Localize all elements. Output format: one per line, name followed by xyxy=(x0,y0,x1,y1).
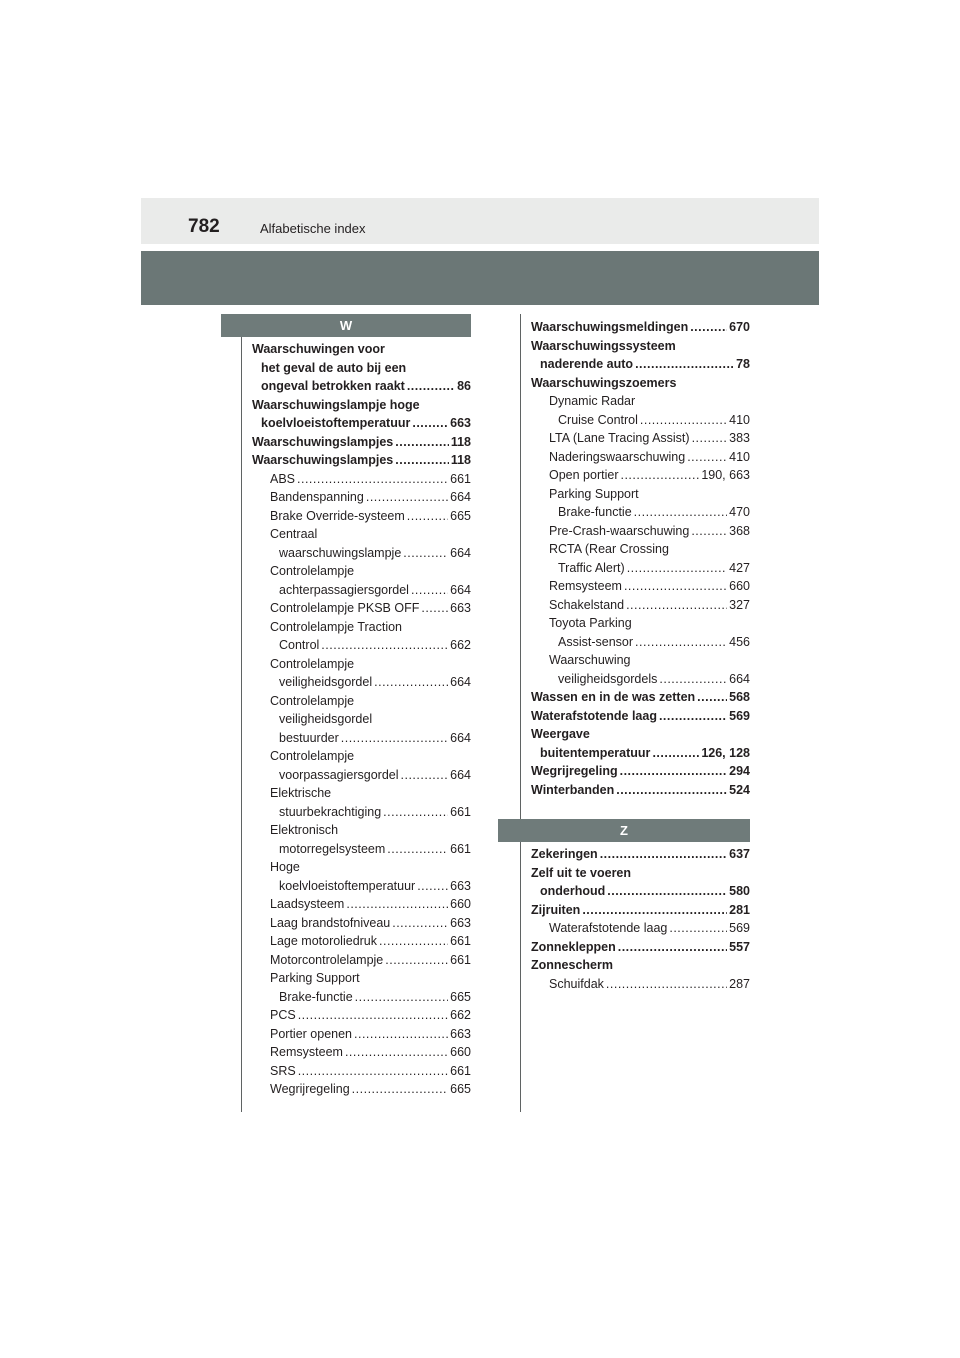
index-entry xyxy=(531,670,750,689)
index-entry-line: RCTA (Rear Crossing xyxy=(549,542,669,556)
index-entry-label: koelvloeistoftemperatuur xyxy=(261,416,411,430)
index-entry-label: Laadsysteem xyxy=(270,897,345,911)
index-entry xyxy=(252,451,471,470)
dot-leader xyxy=(407,377,455,396)
page-header-bar xyxy=(141,198,819,244)
index-entry-line: Controlelampje Traction xyxy=(270,619,403,634)
index-entry xyxy=(252,544,471,563)
right-column-rule xyxy=(520,314,521,1112)
index-entry xyxy=(252,1043,471,1062)
index-entry-label: Brake-functie xyxy=(279,989,353,1004)
page-number: 782 xyxy=(188,216,220,237)
index-entry-line: Controlelampje xyxy=(270,656,355,671)
index-entry xyxy=(252,1025,471,1044)
index-entry xyxy=(531,919,750,938)
index-entry-label: Laag brandstofniveau xyxy=(270,915,391,930)
index-entry-label: stuurbekrachtiging xyxy=(279,804,382,819)
dot-leader xyxy=(635,355,734,374)
dot-leader xyxy=(691,522,727,541)
index-entry-page: 427 xyxy=(729,560,750,575)
index-entry-page: 281 xyxy=(729,902,750,917)
dot-leader xyxy=(345,1043,448,1062)
index-entry xyxy=(252,377,471,396)
dot-leader xyxy=(640,411,727,430)
index-entry-line: Waarschuwing xyxy=(549,653,631,667)
index-entry xyxy=(531,762,750,781)
dot-leader xyxy=(374,673,448,692)
dot-leader xyxy=(321,636,448,655)
index-entry-page: 368 xyxy=(729,523,750,538)
index-entry xyxy=(531,559,750,578)
index-entry-label: Motorcontrolelampje xyxy=(270,952,384,967)
index-entry-page: 569 xyxy=(729,921,750,935)
index-column-right-z xyxy=(531,845,750,993)
index-entry-line: Hoge xyxy=(270,860,300,874)
index-entry-page: 118 xyxy=(450,434,471,449)
index-entry-page: 661 xyxy=(450,952,471,967)
index-entry-page: 383 xyxy=(729,431,750,445)
index-entry-page: 524 xyxy=(729,782,750,797)
index-entry xyxy=(252,988,471,1007)
index-entry-page: 118 xyxy=(450,453,471,467)
dot-leader xyxy=(627,559,727,578)
index-entry xyxy=(252,636,471,655)
index-entry-page: 327 xyxy=(729,597,750,612)
dot-leader xyxy=(652,744,699,763)
dot-leader xyxy=(387,840,448,859)
index-entry-label: LTA (Lane Tracing Assist) xyxy=(549,431,690,445)
index-entry-page: 86 xyxy=(457,379,471,393)
dot-leader xyxy=(697,688,727,707)
index-entry xyxy=(252,895,471,914)
index-entry-label: Controlelampje PKSB OFF xyxy=(270,601,420,615)
index-entry-page: 664 xyxy=(729,671,750,686)
index-entry-page: 410 xyxy=(729,412,750,427)
dot-leader xyxy=(401,766,449,785)
index-entry-page: 663 xyxy=(450,601,471,615)
index-entry-page: 568 xyxy=(729,690,750,704)
dot-leader xyxy=(403,544,448,563)
index-entry-page: 190, 663 xyxy=(701,468,750,482)
index-entry-page: 660 xyxy=(729,579,750,593)
index-entry xyxy=(531,633,750,652)
index-entry-page: 664 xyxy=(450,545,471,560)
dot-leader xyxy=(634,503,727,522)
index-entry-page: 662 xyxy=(450,1008,471,1022)
index-entry-label: Wassen en in de was zetten xyxy=(531,690,696,704)
index-entry xyxy=(531,901,750,920)
index-entry-label: koelvloeistoftemperatuur xyxy=(279,878,416,893)
dot-leader xyxy=(379,932,448,951)
index-entry-line: Zonnescherm xyxy=(531,958,613,972)
index-entry xyxy=(531,938,750,957)
index-entry-label: Remsysteem xyxy=(549,579,622,593)
index-entry-line: Waarschuwingssysteem xyxy=(531,338,676,353)
index-entry xyxy=(531,845,750,864)
dot-leader xyxy=(620,466,699,485)
dot-leader xyxy=(607,882,727,901)
index-entry-line: Parking Support xyxy=(549,486,639,501)
index-entry-label: motorregelsysteem xyxy=(279,841,386,856)
index-entry xyxy=(252,840,471,859)
index-entry-page: 294 xyxy=(729,764,750,778)
index-entry-page: 663 xyxy=(450,416,471,430)
dot-leader xyxy=(385,951,448,970)
index-entry xyxy=(252,1080,471,1099)
dot-leader xyxy=(624,577,727,596)
index-entry-line: Centraal xyxy=(270,527,318,541)
index-entry xyxy=(252,951,471,970)
index-entry-label: Pre-Crash-waarschuwing xyxy=(549,523,690,538)
dot-leader xyxy=(687,448,727,467)
index-entry-label: ongeval betrokken raakt xyxy=(261,379,405,393)
index-entry-label: Assist-sensor xyxy=(558,634,634,649)
index-entry xyxy=(252,470,471,489)
dot-leader xyxy=(298,1006,448,1025)
index-entry-page: 661 xyxy=(450,934,471,948)
index-entry-page: 661 xyxy=(450,841,471,856)
index-entry-line: Controlelampje xyxy=(270,693,355,708)
index-entry xyxy=(531,355,750,374)
index-entry-page: 661 xyxy=(450,471,471,486)
index-entry-label: Waarschuwingslampjes xyxy=(252,453,394,467)
index-entry xyxy=(531,522,750,541)
index-entry-label: waarschuwingslampje xyxy=(279,545,402,560)
dot-leader xyxy=(616,781,727,800)
index-entry-label: Bandenspanning xyxy=(270,490,364,504)
index-entry-label: Cruise Control xyxy=(558,412,638,427)
index-entry xyxy=(252,766,471,785)
index-entry xyxy=(252,1062,471,1081)
index-entry-page: 664 xyxy=(450,675,471,689)
index-entry-line: Parking Support xyxy=(270,971,360,985)
index-entry-page: 661 xyxy=(450,1063,471,1078)
dot-leader xyxy=(417,877,448,896)
index-entry xyxy=(252,729,471,748)
index-entry-label: veiligheidsgordels xyxy=(558,671,658,686)
index-entry xyxy=(531,882,750,901)
dot-leader xyxy=(383,803,448,822)
dot-leader xyxy=(355,988,448,1007)
index-entry-label: PCS xyxy=(270,1008,296,1022)
index-entry-label: Winterbanden xyxy=(531,782,615,797)
index-entry-label: Waarschuwingslampjes xyxy=(252,434,394,449)
dot-leader xyxy=(635,633,727,652)
index-entry-label: Brake-functie xyxy=(558,505,632,519)
index-entry-page: 456 xyxy=(729,634,750,649)
dot-leader xyxy=(412,414,448,433)
section-header-z: Z xyxy=(498,819,750,842)
index-entry-page: 637 xyxy=(729,847,750,861)
index-entry-label: Naderingswaarschuwing xyxy=(549,449,686,464)
index-entry-line: het geval de auto bij een xyxy=(261,360,407,375)
dot-leader xyxy=(669,919,727,938)
index-entry xyxy=(531,577,750,596)
index-entry-label: Zijruiten xyxy=(531,902,581,917)
index-entry-label: Schakelstand xyxy=(549,597,625,612)
dot-leader xyxy=(659,707,727,726)
index-entry xyxy=(252,433,471,452)
index-entry-line: Controlelampje xyxy=(270,749,355,763)
index-entry-page: 665 xyxy=(450,508,471,523)
dot-leader xyxy=(392,914,448,933)
index-entry-page: 557 xyxy=(729,939,750,954)
index-entry xyxy=(252,877,471,896)
index-entry-label: Remsysteem xyxy=(270,1045,343,1059)
index-entry-line: Controlelampje xyxy=(270,564,355,578)
index-entry-page: 660 xyxy=(450,897,471,911)
page-title: Alfabetische index xyxy=(260,221,366,236)
index-entry-label: Open portier xyxy=(549,468,619,482)
dot-leader xyxy=(297,470,448,489)
index-entry xyxy=(531,503,750,522)
index-entry-label: Waarschuwingsmeldingen xyxy=(531,320,689,334)
index-entry-page: 665 xyxy=(450,1082,471,1096)
index-entry xyxy=(531,781,750,800)
index-entry xyxy=(531,411,750,430)
index-entry-line: Dynamic Radar xyxy=(549,394,636,408)
index-entry-label: voorpassagiersgordel xyxy=(279,767,399,782)
index-entry xyxy=(531,975,750,994)
index-entry-page: 660 xyxy=(450,1045,471,1059)
dot-leader xyxy=(626,596,727,615)
index-entry xyxy=(531,688,750,707)
index-entry-page: 126, 128 xyxy=(701,745,750,760)
index-entry-label: achterpassagiersgordel xyxy=(279,582,409,597)
dot-leader xyxy=(346,895,448,914)
index-entry-label: Wegrijregeling xyxy=(270,1082,350,1096)
index-entry-label: Traffic Alert) xyxy=(558,560,625,575)
index-entry-page: 664 xyxy=(450,730,471,745)
index-entry xyxy=(531,466,750,485)
index-entry-label: Brake Override-systeem xyxy=(270,508,405,523)
dot-leader xyxy=(692,429,728,448)
index-entry xyxy=(252,414,471,433)
index-entry xyxy=(252,1006,471,1025)
index-entry-line: Toyota Parking xyxy=(549,616,632,630)
dot-leader xyxy=(352,1080,448,1099)
index-entry xyxy=(531,429,750,448)
index-entry-line: Zelf uit te voeren xyxy=(531,865,632,880)
index-column-left xyxy=(252,340,471,1099)
index-entry-page: 569 xyxy=(729,708,750,723)
index-entry-page: 664 xyxy=(450,490,471,504)
index-entry-label: Waterafstotende laag xyxy=(549,921,668,935)
index-entry-line: Waarschuwingen voor xyxy=(252,342,385,356)
index-entry-page: 665 xyxy=(450,989,471,1004)
index-entry xyxy=(252,673,471,692)
dot-leader xyxy=(620,762,728,781)
index-entry xyxy=(531,707,750,726)
dot-leader xyxy=(354,1025,448,1044)
dot-leader xyxy=(298,1062,448,1081)
dot-leader xyxy=(690,318,727,337)
index-entry-page: 78 xyxy=(736,357,750,371)
index-column-right-w xyxy=(531,318,750,799)
header-band xyxy=(141,251,819,305)
index-entry-label: Zekeringen xyxy=(531,847,598,861)
index-entry-page: 663 xyxy=(450,878,471,893)
dot-leader xyxy=(606,975,727,994)
index-entry-label: ABS xyxy=(270,471,296,486)
index-entry xyxy=(531,744,750,763)
index-entry-label: buitentemperatuur xyxy=(540,745,651,760)
index-entry xyxy=(252,507,471,526)
index-entry xyxy=(531,448,750,467)
dot-leader xyxy=(582,901,727,920)
index-entry-label: Wegrijregeling xyxy=(531,764,618,778)
dot-leader xyxy=(395,433,449,452)
dot-leader xyxy=(395,451,449,470)
index-entry-page: 670 xyxy=(729,320,750,334)
index-entry-label: Portier openen xyxy=(270,1026,353,1041)
dot-leader xyxy=(366,488,448,507)
index-entry-page: 661 xyxy=(450,804,471,819)
dot-leader xyxy=(341,729,448,748)
index-entry xyxy=(252,488,471,507)
index-entry xyxy=(252,803,471,822)
index-entry-page: 662 xyxy=(450,638,471,652)
index-entry xyxy=(252,932,471,951)
index-entry-page: 664 xyxy=(450,767,471,782)
dot-leader xyxy=(407,507,448,526)
index-entry-page: 663 xyxy=(450,915,471,930)
left-column-rule xyxy=(241,337,242,1112)
index-entry-page: 470 xyxy=(729,505,750,519)
index-entry xyxy=(252,599,471,618)
index-entry-page: 663 xyxy=(450,1026,471,1041)
index-entry-page: 410 xyxy=(729,449,750,464)
dot-leader xyxy=(618,938,727,957)
index-entry-label: naderende auto xyxy=(540,357,634,371)
section-header-w: W xyxy=(221,314,471,337)
index-entry-label: Waterafstotende laag xyxy=(531,708,657,723)
index-entry xyxy=(252,581,471,600)
index-entry-line: Waarschuwingslampje hoge xyxy=(252,397,420,412)
index-entry-label: SRS xyxy=(270,1063,296,1078)
index-entry-page: 664 xyxy=(450,582,471,597)
dot-leader xyxy=(659,670,727,689)
index-entry-line: Elektrische xyxy=(270,786,332,800)
index-entry xyxy=(531,318,750,337)
index-entry-line: Waarschuwingszoemers xyxy=(531,375,677,390)
dot-leader xyxy=(600,845,727,864)
index-entry-page: 580 xyxy=(729,884,750,898)
index-entry-label: bestuurder xyxy=(279,730,339,745)
index-entry-line: Weergave xyxy=(531,727,590,741)
index-entry-label: Lage motoroliedruk xyxy=(270,934,378,948)
index-entry-line: veiligheidsgordel xyxy=(279,712,373,726)
dot-leader xyxy=(411,581,448,600)
index-entry-label: Control xyxy=(279,638,320,652)
index-entry xyxy=(531,596,750,615)
index-entry xyxy=(252,914,471,933)
index-entry-label: Schuifdak xyxy=(549,976,604,991)
index-entry-page: 287 xyxy=(729,976,750,991)
index-entry-label: veiligheidsgordel xyxy=(279,675,373,689)
index-entry-line: Elektronisch xyxy=(270,823,339,837)
index-entry-label: onderhoud xyxy=(540,884,606,898)
index-entry-label: Zonnekleppen xyxy=(531,939,616,954)
dot-leader xyxy=(421,599,448,618)
